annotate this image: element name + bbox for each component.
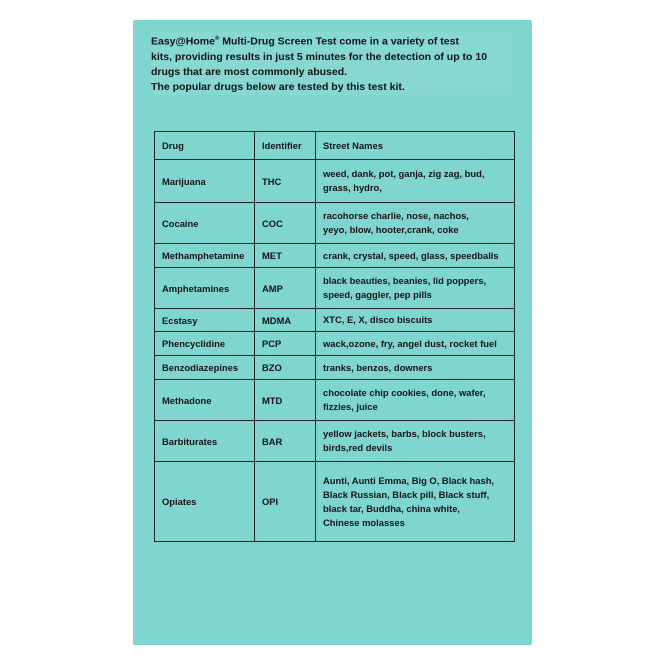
identifier-cell: MTD	[255, 380, 316, 421]
table-header-row	[155, 132, 515, 160]
street-names-line: yeyo, blow, hooter,crank, coke	[323, 224, 459, 235]
drug-name-cell: Marijuana	[155, 160, 255, 203]
drug-name-cell: Amphetamines	[155, 268, 255, 309]
street-names-line: Aunti, Aunti Emma, Big O, Black hash,	[323, 474, 495, 486]
table-row	[155, 421, 515, 462]
identifier-cell: BAR	[255, 421, 316, 462]
drug-name-cell: Phencyclidine	[155, 332, 255, 356]
street-names-line: birds,red devils	[323, 442, 393, 453]
street-names-cell	[316, 332, 515, 356]
intro-line-2: kits, providing results in just 5 minutes for the detection of up to 10	[151, 50, 488, 63]
test-kit-card	[133, 20, 532, 645]
street-names-cell	[316, 380, 515, 421]
drug-name-cell: Opiates	[155, 462, 255, 542]
identifier-cell: THC	[255, 160, 316, 203]
table-row	[155, 332, 515, 356]
table-row	[155, 356, 515, 380]
table-row	[155, 462, 515, 542]
intro-line-4: The popular drugs below are tested by this test kit.	[151, 80, 405, 93]
street-names-line: crank, crystal, speed, glass, speedballs	[323, 249, 499, 261]
table-row	[155, 244, 515, 268]
street-names-line: black tar, Buddha, china white,	[323, 502, 461, 514]
street-names-line: Black Russian, Black pill, Black stuff,	[323, 488, 490, 500]
street-names-cell	[316, 160, 515, 203]
street-names-cell	[316, 421, 515, 462]
street-names-cell	[316, 309, 515, 332]
drug-name-cell: Benzodiazepines	[155, 356, 255, 380]
identifier-cell: OPI	[255, 462, 316, 542]
street-names-line: black beauties, beanies, lid poppers,	[323, 275, 487, 286]
street-names-line: tranks, benzos, downers	[323, 361, 433, 373]
drug-name-cell: Barbiturates	[155, 421, 255, 462]
street-names-cell	[316, 244, 515, 268]
street-names-line: speed, gaggler, pep pills	[323, 289, 432, 300]
identifier-cell: MET	[255, 244, 316, 268]
street-names-line: XTC, E, X, disco biscuits	[323, 314, 433, 325]
brand-name: Easy@Home	[151, 35, 215, 48]
identifier-cell: AMP	[255, 268, 316, 309]
street-names-line: fizzies, juice	[323, 401, 378, 412]
street-names-line: racohorse charlie, nose, nachos,	[323, 210, 469, 221]
drug-name-cell: Cocaine	[155, 203, 255, 244]
identifier-cell: COC	[255, 203, 316, 244]
drug-name-cell: Ecstasy	[155, 309, 255, 332]
street-names-line: wack,ozone, fry, angel dust, rocket fuel	[323, 337, 497, 349]
street-names-cell	[316, 462, 515, 542]
identifier-cell: MDMA	[255, 309, 316, 332]
table-row	[155, 380, 515, 421]
drug-name-cell: Methamphetamine	[155, 244, 255, 268]
street-names-line: grass, hydro,	[323, 182, 382, 193]
intro-text	[151, 32, 513, 95]
header-drug: Drug	[155, 132, 255, 160]
drug-name-cell: Methadone	[155, 380, 255, 421]
street-names-line: weed, dank, pot, ganja, zig zag, bud,	[323, 168, 485, 179]
table-row	[155, 160, 515, 203]
header-identifier: Identifier	[255, 132, 316, 160]
header-street-names: Street Names	[316, 132, 515, 160]
table-row	[155, 268, 515, 309]
street-names-line: Chinese molasses	[323, 516, 405, 528]
street-names-cell	[316, 268, 515, 309]
drug-table	[154, 131, 515, 542]
identifier-cell: BZO	[255, 356, 316, 380]
table-row	[155, 309, 515, 332]
table-row	[155, 203, 515, 244]
identifier-cell: PCP	[255, 332, 316, 356]
drug-table-body	[155, 160, 515, 542]
registered-mark: ®	[214, 36, 220, 42]
street-names-line: yellow jackets, barbs, block busters,	[323, 428, 486, 439]
intro-line-1	[151, 32, 513, 50]
street-names-cell	[316, 203, 515, 244]
street-names-line: chocolate chip cookies, done, wafer,	[323, 387, 486, 398]
intro-line-3: drugs that are most commonly abused.	[151, 65, 348, 78]
street-names-cell	[316, 356, 515, 380]
intro-line-1-text: Multi-Drug Screen Test come in a variety of test	[219, 35, 459, 48]
